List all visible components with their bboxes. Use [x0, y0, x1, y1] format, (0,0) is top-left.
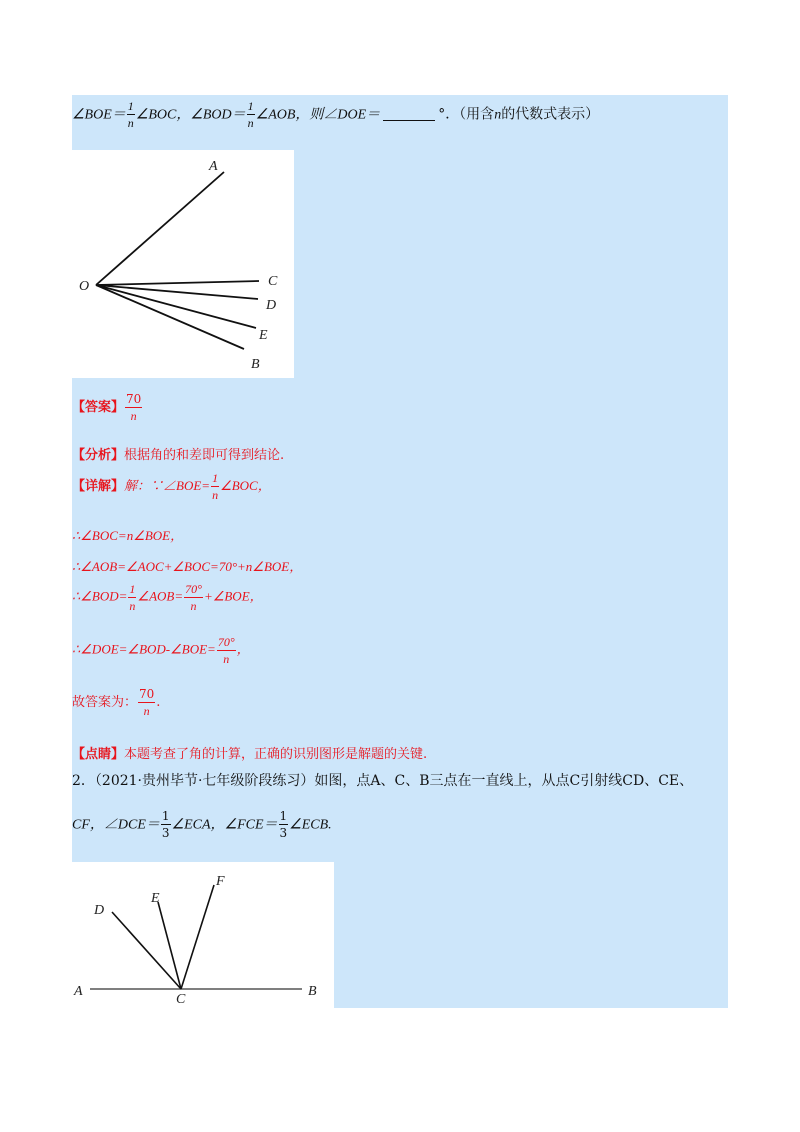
answer-line [72, 393, 143, 422]
detail-l1a: 解：∵∠BOE= [124, 478, 211, 493]
label-A: A [209, 159, 218, 174]
figure-2-svg [72, 862, 334, 1008]
q1-fraction-1 [127, 100, 135, 129]
label-E2: E [151, 891, 160, 906]
figure-2 [72, 862, 334, 1008]
question-1-stem [72, 100, 599, 129]
ray-OB [96, 285, 244, 349]
detail-line-5 [72, 636, 250, 665]
figure-1 [72, 150, 294, 378]
label-F2: F [216, 874, 225, 889]
detail-l4-num2: 70° [185, 582, 202, 596]
label-E: E [259, 328, 268, 343]
detail-l5-den: n [223, 652, 230, 666]
q2-frac1-num: 1 [161, 809, 170, 823]
q1-fraction-2 [247, 100, 255, 129]
q1-text-4: °．（用含 [438, 106, 495, 123]
label-O: O [79, 279, 90, 294]
label-C: C [268, 274, 278, 289]
q1-text-3: ∠AOB，则∠DOE＝ [255, 107, 381, 123]
detail-l4-fraction-2 [184, 583, 203, 612]
q2-fraction-1 [161, 810, 171, 839]
analysis-text: 根据角的和差即可得到结论. [124, 448, 285, 463]
detail-l4a: ∴∠BOD= [72, 588, 128, 604]
comment-text: 本题考查了角的计算，正确的识别图形是解题的关键. [124, 747, 428, 762]
label-B: B [251, 357, 260, 372]
answer-den: n [130, 409, 137, 423]
q1-frac2-den: n [247, 116, 254, 130]
question-2-line-1: 2．（2021·贵州毕节·七年级阶段练习）如图，点A、C、B三点在一直线上，从点C引射线CD、CE、 [72, 773, 694, 789]
q1-frac1-den: n [127, 116, 134, 130]
detail-l1-num: 1 [212, 471, 219, 485]
detail-line-2: ∴∠BOC=n∠BOE， [72, 528, 184, 543]
detail-line-4 [72, 583, 263, 612]
ray-OA [96, 172, 224, 285]
detail-l6-num: 70 [139, 687, 155, 701]
figure-1-svg [72, 150, 294, 378]
detail-l5-fraction [217, 636, 236, 665]
detail-l4c: +∠BOE， [203, 588, 263, 604]
label-B2: B [308, 984, 317, 999]
detail-l4-den: n [129, 599, 136, 613]
answer-blank [383, 120, 435, 121]
detail-line-6 [72, 688, 160, 717]
q2-frac2-num: 1 [279, 809, 288, 823]
q1-text-1: ∠BOE＝ [72, 107, 126, 123]
q1-frac2-num: 1 [247, 99, 254, 113]
q2-frac1-den: 3 [161, 826, 170, 840]
q1-frac1-num: 1 [127, 99, 134, 113]
detail-l1b: ∠BOC， [220, 478, 271, 493]
q2-fraction-2 [279, 810, 289, 839]
label-C2: C [176, 992, 186, 1007]
label-A2: A [74, 984, 83, 999]
q1-text-6: 的代数式表示） [501, 106, 600, 123]
comment-line [72, 743, 427, 762]
detail-l4b: ∠AOB= [137, 588, 184, 604]
label-D2: D [94, 903, 105, 918]
detail-l1-den: n [212, 488, 219, 502]
q2-text-2: ∠ECA，∠FCE＝ [171, 817, 278, 833]
detail-l6-den: n [143, 704, 150, 718]
answer-label: 【答案】 [72, 400, 125, 415]
ray-CF [181, 885, 214, 989]
detail-l6a: 故答案为： [72, 695, 138, 710]
detail-line-1 [72, 472, 271, 501]
answer-fraction [125, 393, 142, 422]
detail-line-3: ∴∠AOB=∠AOC+∠BOC=70°+n∠BOE， [72, 559, 303, 574]
detail-l4-den2: n [190, 599, 197, 613]
ray-OC [96, 281, 259, 285]
detail-l4-num: 1 [129, 582, 136, 596]
detail-l4-fraction-1 [128, 583, 136, 612]
q2-text-1: CF，∠DCE＝ [72, 817, 160, 833]
answer-num: 70 [126, 392, 142, 406]
q2-text-3: ∠ECB. [289, 817, 332, 833]
detail-l5b: ， [236, 641, 250, 657]
detail-l5-num: 70° [217, 635, 235, 649]
detail-label: 【详解】 [72, 479, 125, 494]
comment-label: 【点睛】 [72, 747, 125, 762]
q1-text-2: ∠BOC，∠BOD＝ [135, 107, 246, 123]
q2-frac2-den: 3 [279, 826, 288, 840]
label-D: D [266, 298, 277, 313]
question-2-line-2 [72, 810, 332, 839]
q1-text-5: n [494, 107, 502, 123]
detail-l5a: ∴∠DOE=∠BOD-∠BOE= [72, 641, 216, 657]
detail-l6b: . [156, 695, 161, 710]
detail-l6-fraction [138, 688, 155, 717]
detail-l1-fraction [211, 472, 219, 501]
analysis-label: 【分析】 [72, 448, 125, 463]
analysis-line [72, 444, 284, 463]
